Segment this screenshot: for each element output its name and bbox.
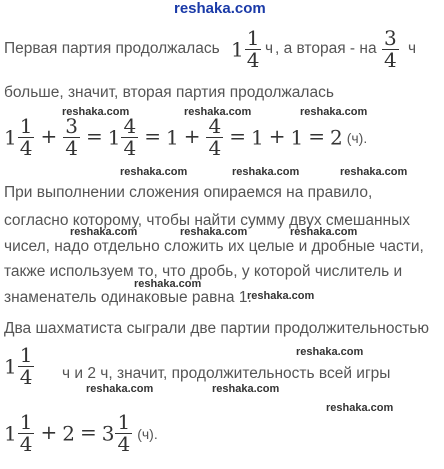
para1-fraction: $\frac{3}{4}$ [384, 26, 397, 72]
watermark: reshaka.com [134, 278, 202, 290]
para1-line1-a: Первая партия продолжалась [4, 40, 220, 57]
para1-line1-c: ч [408, 40, 417, 57]
watermark: reshaka.com [232, 166, 300, 178]
equation-1: 1 $\frac{1}{4}$ + $\frac{3}{4}$ = 1 $\frac{4}{4}$ = 1 + $\frac{4}{4}$ = 1 + 1 = 2 (ч). [4, 114, 368, 160]
para2-line: При выполнении сложения опираемся на правило, [4, 184, 373, 201]
watermark: reshaka.com [300, 106, 368, 118]
mixed-whole: 1 [231, 37, 244, 62]
watermark: reshaka.com [290, 226, 358, 238]
para2-line: также используем то, что дробь, у которой числитель и [4, 263, 403, 280]
watermark: reshaka.com [326, 402, 394, 414]
para1-mixed-fraction [231, 28, 262, 71]
watermark: reshaka.com [86, 383, 154, 395]
watermark: reshaka.com [180, 226, 248, 238]
watermark: reshaka.com [70, 226, 138, 238]
equation-2: 1 $\frac{1}{4}$ + 2 = 3 $\frac{1}{4}$ (ч). [4, 410, 158, 456]
para3-line2: ч и 2 ч, значит, продолжительность всей игры [62, 365, 391, 382]
watermark: reshaka.com [184, 106, 252, 118]
watermark: reshaka.com [120, 166, 188, 178]
watermark: reshaka.com [296, 346, 364, 358]
watermark: reshaka.com [212, 383, 280, 395]
watermark: reshaka.com [247, 290, 315, 302]
para1-line2: больше, значит, вторая партия продолжалась [4, 84, 334, 101]
para1-unit: ч [265, 40, 274, 57]
para2-line: согласно которому, чтобы найти сумму двух смешанных [4, 212, 410, 229]
para2-line: знаменатель одинаковые равна 1. [4, 289, 252, 306]
para2-line: чисел, надо отдельно сложить их целые и дробные части, [4, 238, 424, 255]
site-watermark-top: reshaka.com [174, 0, 266, 17]
para1-line1-b: , а вторая - на [275, 40, 377, 57]
para3-mixed-fraction: 1 $\frac{1}{4}$ [4, 343, 33, 389]
watermark: reshaka.com [62, 106, 130, 118]
watermark: reshaka.com [340, 166, 408, 178]
para3-line1: Два шахматиста сыграли две партии продолжительностью [4, 320, 429, 337]
fraction: $\frac{1}{4}$ [246, 26, 260, 72]
